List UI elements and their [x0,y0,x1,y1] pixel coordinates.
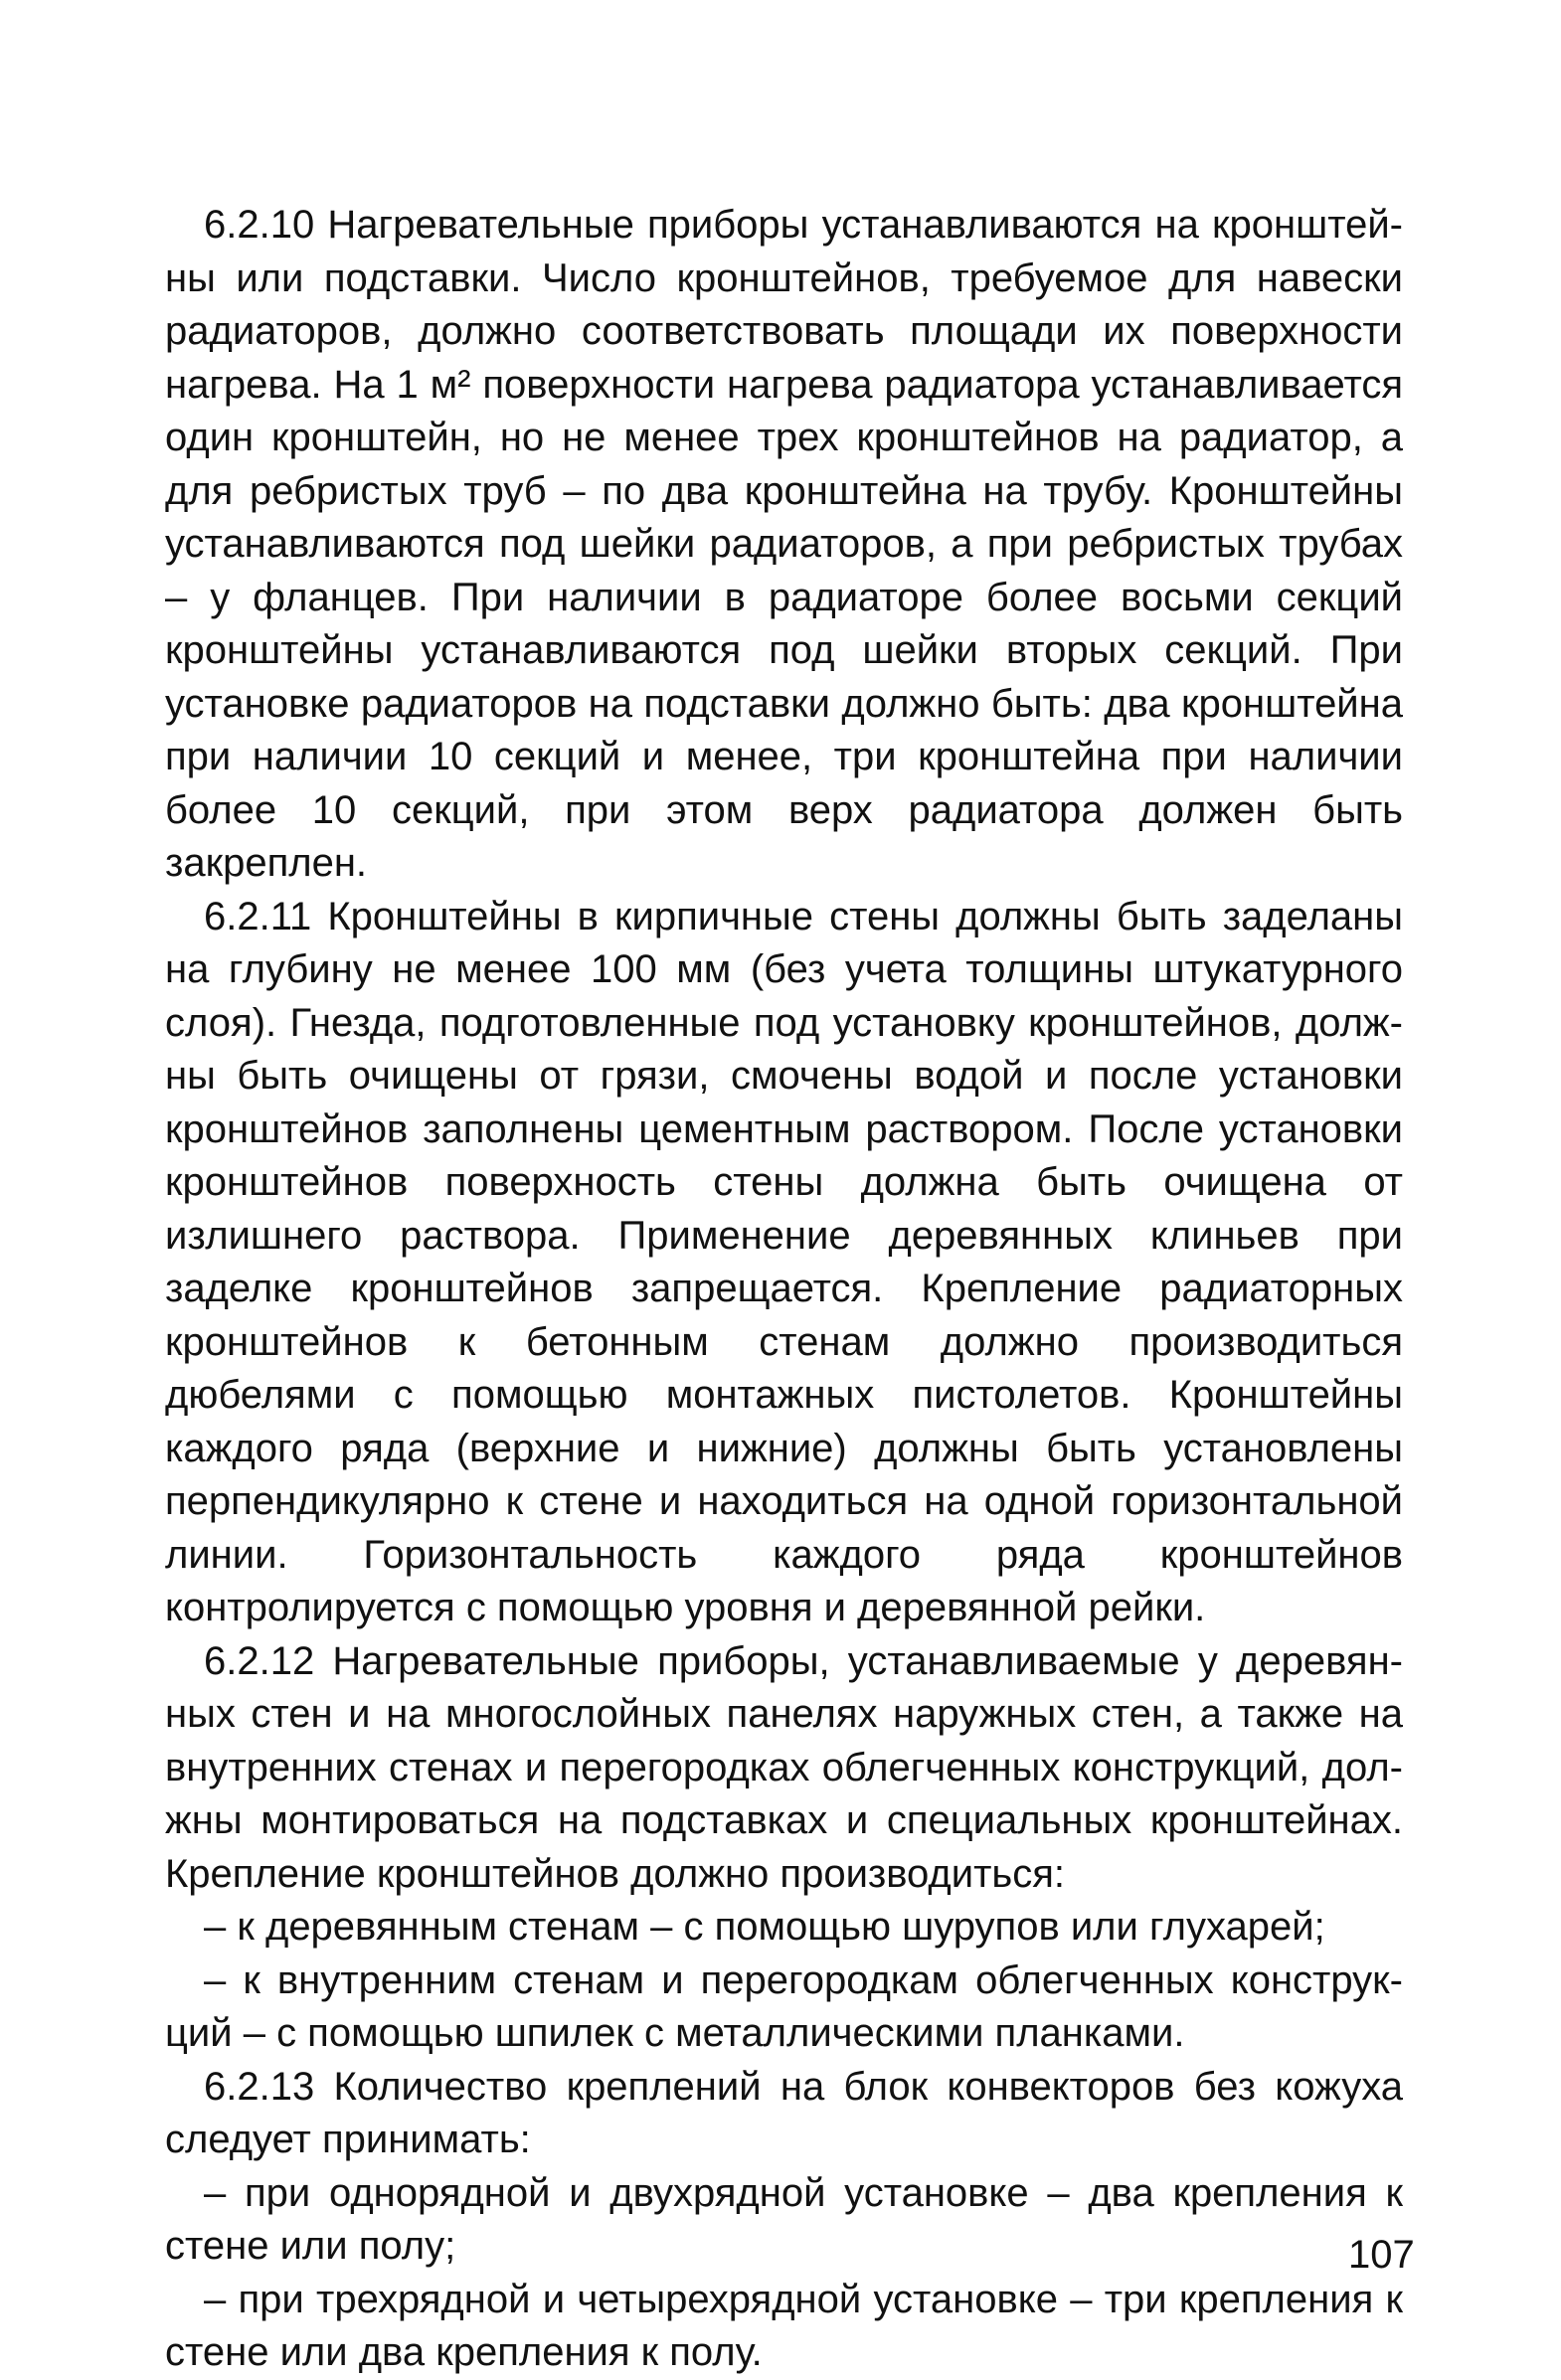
paragraph-6-2-12: 6.2.12 Нагревательные приборы, устанавливаемые у деревянных стен и на многослойных панелях наружных стен, а также на внутренних стенах и перегородках облегченных конструкций, должны монтироваться на подставках и специальных кронштейнах. Крепление кронштейнов должно производиться: [165,1638,1403,1896]
paragraph-6-2-13: 6.2.13 Количество креплений на блок конвекторов без кожуха следует принимать: [165,2064,1403,2161]
paragraph-6-2-10: 6.2.10 Нагревательные приборы устанавливаются на кронштейны или подставки. Число кронштейнов, требуемое для навески радиаторов, должно соответствовать площади их поверхности нагрева. На 1 м² поверхности нагрева радиатора устанавливается один кронштейн, но не менее трех кронштейнов на радиатор, а для ребристых труб – по два кронштейна на трубу. Кронштейны устанавливаются под шейки радиаторов, а при ребристых трубах – у фланцев. При наличии в радиаторе более восьми секций кронштейны устанавливаются под шейки вторых секций. При установке радиаторов на подставки должно быть: два кронштейна при наличии 10 секций и менее, три кронштейна при наличии более 10 секций, при этом верх радиатора должен быть закреплен. [165,203,1403,885]
page-body [165,199,1403,2380]
page-number: 107 [1348,2233,1415,2277]
list-item-inner-walls: – к внутренним стенам и перегородкам облегченных конструкций – с помощью шпилек с металлическими планками. [165,1957,1403,2055]
list-item-triple-quad-row: – при трехрядной и четырехрядной установке – три крепления к стене или два крепления к полу. [165,2277,1403,2374]
list-item-wooden-walls: – к деревянным стенам – с помощью шурупов или глухарей; [204,1905,1325,1949]
paragraph-6-2-11: 6.2.11 Кронштейны в кирпичные стены должны быть заделаны на глубину не менее 100 мм (без учета толщины штукатурного слоя). Гнезда, подготовленные под установку кронштейнов, должны быть очищены от грязи, смочены водой и после установки кронштейнов заполнены цементным раствором. После установки кронштейнов поверхность стены должна быть очищена от излишнего раствора. Применение деревянных клиньев при заделке кронштейнов запрещается. Крепление радиаторных кронштейнов к бетонным стенам должно производиться дюбелями с помощью монтажных пистолетов. Кронштейны каждого ряда (верхние и нижние) должны быть установлены перпендикулярно к стене и находиться на одной горизонтальной линии. Горизонтальность каждого ряда кронштейнов контролируется с помощью уровня и деревянной рейки. [165,894,1403,1629]
list-item-single-double-row: – при однорядной и двухрядной установке – два крепления к стене или полу; [165,2170,1403,2268]
